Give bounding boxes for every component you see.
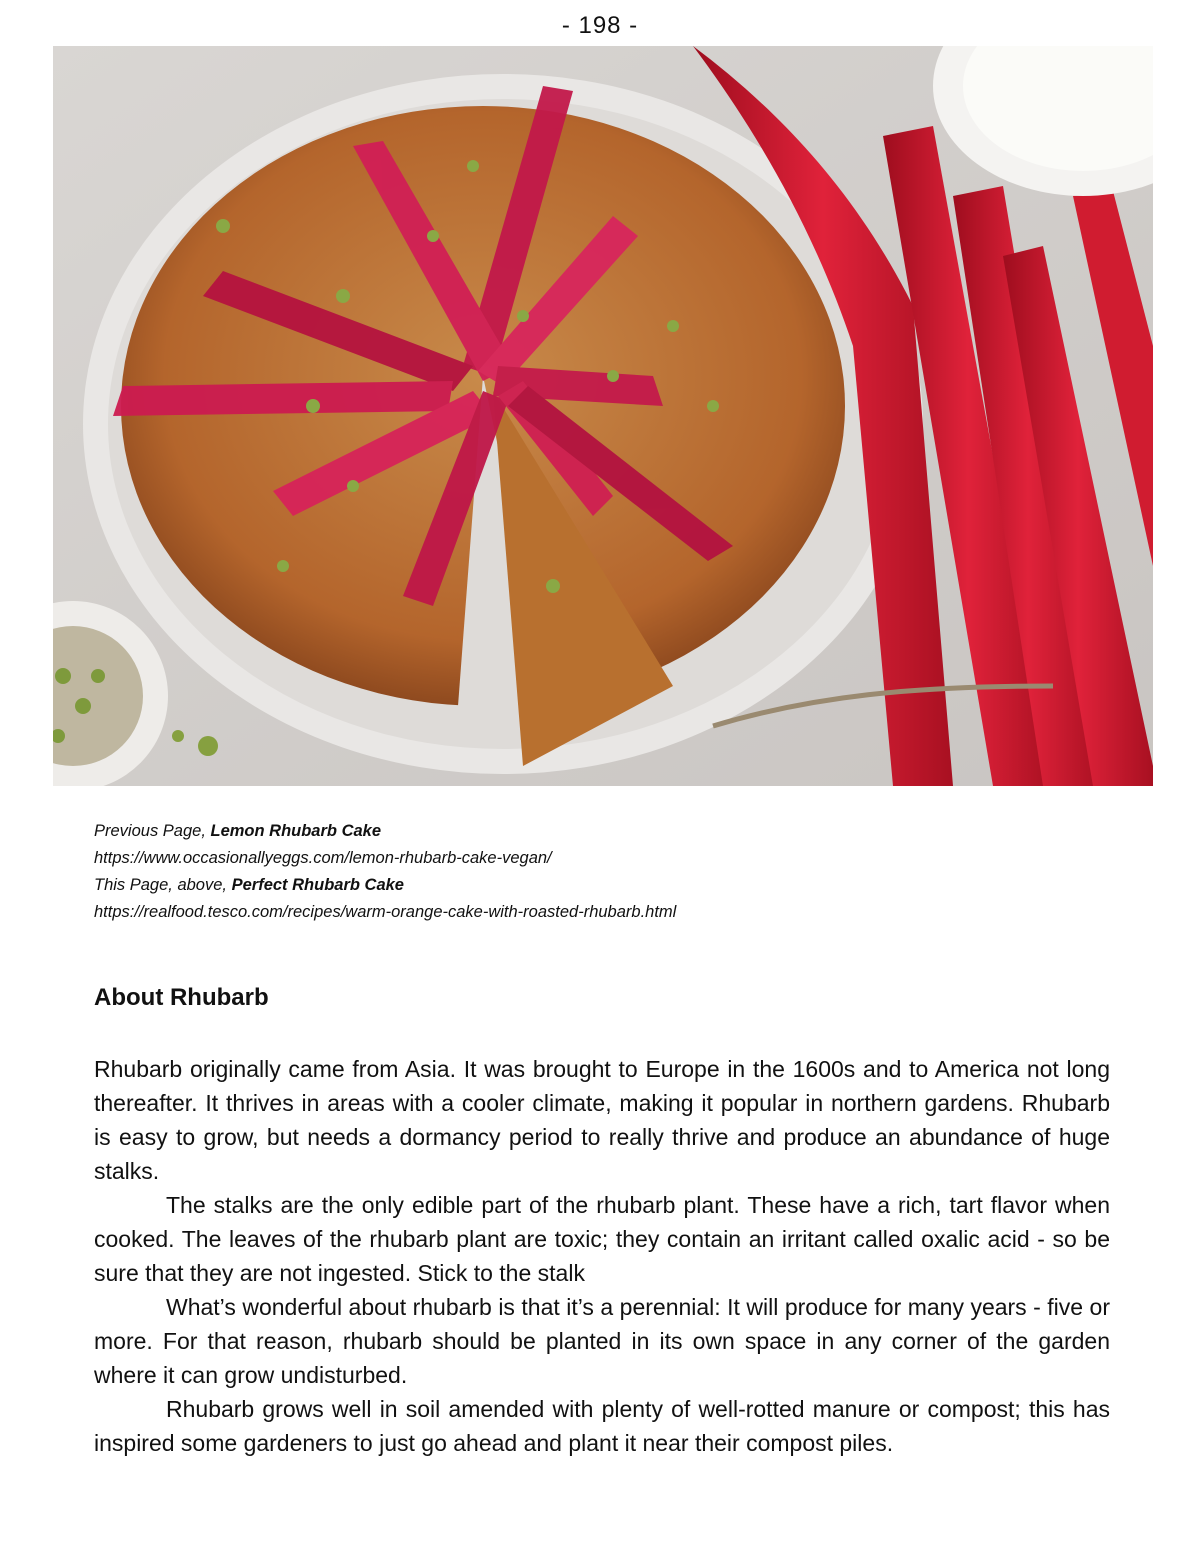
photo-captions bbox=[94, 818, 1114, 926]
caption-recipe-title: Lemon Rhubarb Cake bbox=[210, 822, 382, 840]
section-title: About Rhubarb bbox=[94, 984, 269, 1011]
paragraph: Rhubarb originally came from Asia. It was brought to Europe in the 1600s and to America not long thereafter. It thrives in areas with a cooler climate, making it popular in northern gardens. Rhubarb is easy to grow, but needs a dormancy period to really thrive and produce an abundance of huge stalks. bbox=[94, 1056, 1110, 1184]
paragraph: What’s wonderful about rhubarb is that it’s a perennial: It will produce for many years - five or more. For that reason, rhubarb should be planted in its own space in any corner of the garden where it can grow undisturbed. bbox=[94, 1294, 1110, 1388]
caption-this-page bbox=[94, 872, 1114, 899]
caption-prefix: This Page, above, bbox=[94, 876, 232, 894]
section-body bbox=[94, 1052, 1110, 1460]
caption-url[interactable]: https://realfood.tesco.com/recipes/warm-orange-cake-with-roasted-rhubarb.html bbox=[94, 903, 677, 921]
page-number: - 198 - bbox=[561, 12, 639, 39]
paragraph: The stalks are the only edible part of the rhubarb plant. These have a rich, tart flavor when cooked. The leaves of the rhubarb plant are toxic; they contain an irritant called oxalic acid - so be sure that they are not ingested. Stick to the stalk bbox=[94, 1192, 1110, 1286]
rhubarb-cake-photo bbox=[53, 46, 1153, 786]
caption-prefix: Previous Page, bbox=[94, 822, 211, 840]
caption-url[interactable]: https://www.occasionallyeggs.com/lemon-rhubarb-cake-vegan/ bbox=[94, 849, 552, 867]
caption-recipe-title: Perfect Rhubarb Cake bbox=[231, 876, 404, 894]
paragraph: Rhubarb grows well in soil amended with plenty of well-rotted manure or compost; this has inspired some gardeners to just go ahead and plant it near their compost piles. bbox=[94, 1396, 1110, 1456]
caption-previous-page bbox=[94, 818, 1114, 845]
